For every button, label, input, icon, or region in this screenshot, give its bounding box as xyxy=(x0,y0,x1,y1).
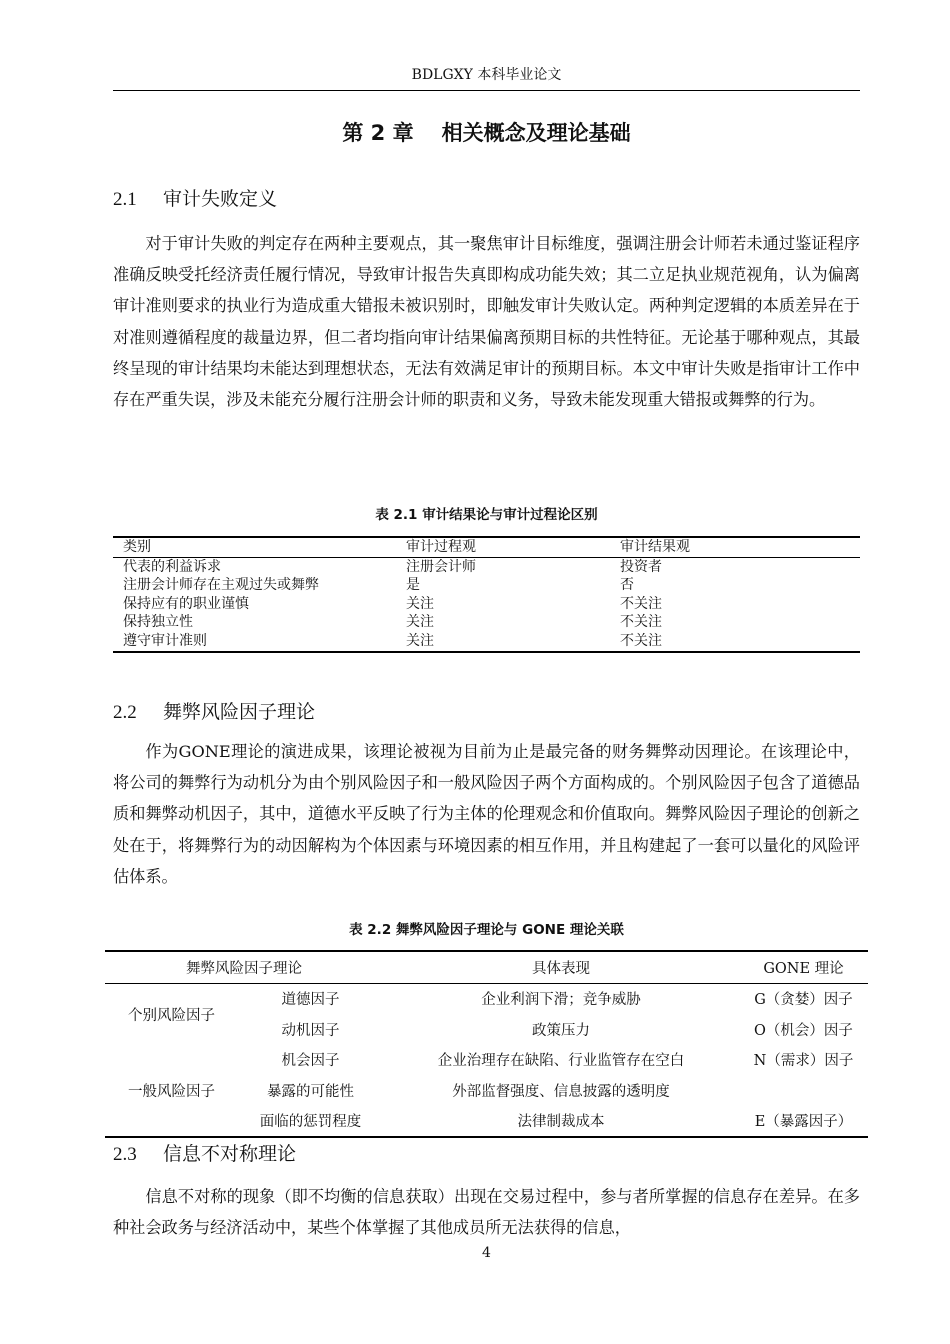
section-title: 舞弊风险因子理论 xyxy=(163,701,316,723)
running-header: BDLGXY 本科毕业论文 xyxy=(411,67,562,83)
table-cell: 政策压力 xyxy=(532,1022,590,1039)
header-rule xyxy=(113,90,860,91)
table-cell: 不关注 xyxy=(620,632,662,649)
table-row xyxy=(113,576,860,595)
table-cell: 不关注 xyxy=(620,595,662,612)
column-header: 类别 xyxy=(123,539,151,555)
section-title: 审计失败定义 xyxy=(163,188,278,210)
table-cell: 投资者 xyxy=(620,558,662,575)
section-2-1-paragraph: 对于审计失败的判定存在两种主要观点，其一聚焦审计目标维度，强调注册会计师若未通过鉴证程序准确反映受托经济责任履行情况，导致审计报告失真即构成功能失效；其二立足执业规范视角，认为偏离审计准则要求的执业行为造成重大错报未被识别时，即触发审计失败认定。两种判定逻辑的本质差异在于对准则遵循程度的裁量边界，但二者均指向审计结果偏离预期目标的共性特征。无论基于哪种观点，其最终呈现的审计结果均未能达到理想状态，无法有效满足审计的预期目标。本文中审计失败是指审计工作中存在严重失误，涉及未能充分履行注册会计师的职责和义务，导致未能发现重大错报或舞弊的行为。 xyxy=(113,234,860,410)
table-cell: 法律制裁成本 xyxy=(517,1114,605,1131)
table-cell: 保持独立性 xyxy=(123,614,193,631)
section-number: 2.3 xyxy=(113,1144,137,1165)
table-cell: 注册会计师存在主观过失或舞弊 xyxy=(123,577,319,594)
table-cell: 不关注 xyxy=(620,614,662,631)
section-number: 2.2 xyxy=(113,702,137,723)
table-1 xyxy=(113,536,860,653)
column-header: 审计过程观 xyxy=(406,539,476,555)
table-cell: N（需求）因子 xyxy=(753,1053,854,1070)
table-cell xyxy=(739,1075,868,1106)
column-header: GONE 理论 xyxy=(763,960,844,977)
section-heading-2-2 xyxy=(113,699,315,726)
table-cell: 否 xyxy=(620,577,634,594)
table-cell: O（机会）因子 xyxy=(754,1022,853,1039)
table-row xyxy=(105,983,868,1014)
chapter-title: 相关概念及理论基础 xyxy=(441,121,631,145)
column-header: 审计结果观 xyxy=(620,539,690,555)
section-2-3-paragraph: 信息不对称的现象（即不均衡的信息获取）出现在交易过程中，参与者所掌握的信息存在差异。在多种社会政务与经济活动中，某些个体掌握了其他成员所无法获得的信息， xyxy=(113,1187,860,1238)
table-cell: 关注 xyxy=(406,595,434,612)
section-number: 2.1 xyxy=(113,189,137,210)
table-row xyxy=(105,1045,868,1076)
section-heading-2-1 xyxy=(113,186,277,213)
table-cell: 面临的惩罚程度 xyxy=(259,1114,362,1131)
table-cell: 关注 xyxy=(406,614,434,631)
chapter-heading xyxy=(113,117,860,147)
chapter-number: 第 2 章 xyxy=(342,121,414,145)
table-header-row xyxy=(113,537,860,557)
table-1-caption: 表 2.1 审计结果论与审计过程论区别 xyxy=(375,507,598,523)
table-cell: 注册会计师 xyxy=(406,558,476,575)
table-cell: 保持应有的职业谨慎 xyxy=(123,595,249,612)
table-cell: 暴露的可能性 xyxy=(267,1083,354,1100)
section-heading-2-3 xyxy=(113,1141,296,1168)
table-row xyxy=(113,632,860,652)
table-cell: 是 xyxy=(406,577,420,594)
table-cell: 外部监督强度、信息披露的透明度 xyxy=(452,1083,670,1100)
table-cell: 企业利润下滑；竞争威胁 xyxy=(481,992,641,1009)
table-cell: 企业治理存在缺陷、行业监管存在空白 xyxy=(437,1053,685,1070)
table-cell: E（暴露因子） xyxy=(754,1114,853,1131)
table-row xyxy=(113,595,860,614)
group-cell: 一般风险因子 xyxy=(128,1083,215,1100)
section-2-2-paragraph: 作为GONE理论的演进成果，该理论被视为目前为止是最完备的财务舞弊动因理论。在该理论中，将公司的舞弊行为动机分为由个别风险因子和一般风险因子两个方面构成的。个别风险因子包含了道德品质和舞弊动机因子，其中，道德水平反映了行为主体的伦理观念和价值取向。舞弊风险因子理论的创新之处在于，将舞弊行为的动因解构为个体因素与环境因素的相互作用，并且构建起了一套可以量化的风险评估体系。 xyxy=(113,742,860,886)
table-cell: 代表的利益诉求 xyxy=(123,558,221,575)
table-cell: 机会因子 xyxy=(281,1053,340,1070)
column-header: 具体表现 xyxy=(532,960,590,977)
table-row xyxy=(113,557,860,576)
table-cell: G（贪婪）因子 xyxy=(754,992,853,1009)
table-cell: 关注 xyxy=(406,632,434,649)
section-title: 信息不对称理论 xyxy=(163,1143,297,1165)
table-cell: 道德因子 xyxy=(281,992,340,1009)
table-cell: 遵守审计准则 xyxy=(123,632,207,649)
page-number: 4 xyxy=(482,1245,491,1261)
table-row xyxy=(113,613,860,632)
table-2-caption: 表 2.2 舞弊风险因子理论与 GONE 理论关联 xyxy=(349,922,624,938)
group-cell: 个别风险因子 xyxy=(128,1007,215,1024)
table-2 xyxy=(105,950,868,1138)
column-header: 舞弊风险因子理论 xyxy=(186,960,302,977)
table-header-row xyxy=(105,951,868,983)
table-cell: 动机因子 xyxy=(281,1022,340,1039)
